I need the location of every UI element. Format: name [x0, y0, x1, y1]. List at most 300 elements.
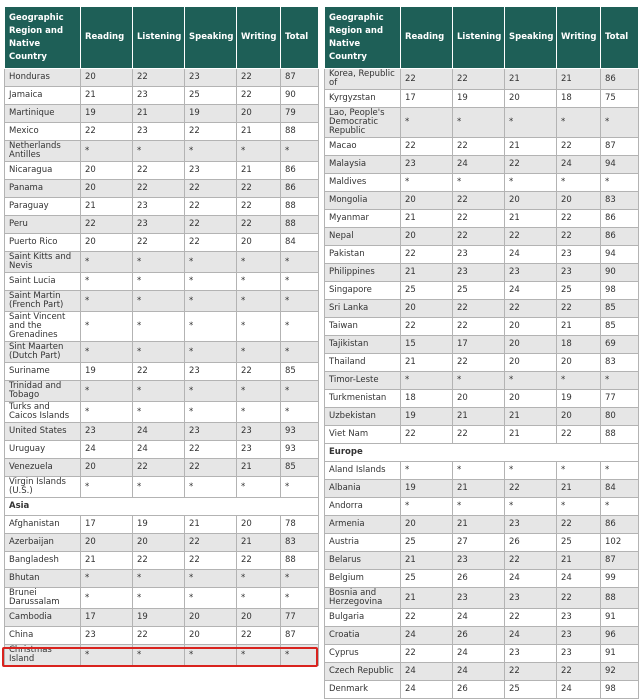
cell-writing: 21: [557, 69, 601, 90]
cell-speaking: 22: [505, 609, 557, 627]
cell-reading: 19: [81, 363, 133, 381]
table-row: [5, 141, 319, 162]
cell-speaking: 22: [185, 552, 237, 570]
cell-listening: 19: [133, 609, 185, 627]
cell-reading: 22: [81, 216, 133, 234]
cell-writing: *: [237, 312, 281, 342]
cell-writing: 22: [557, 663, 601, 681]
cell-writing: 20: [557, 192, 601, 210]
cell-country: Virgin Islands (U.S.): [5, 477, 81, 498]
cell-total: 91: [601, 645, 639, 663]
table-row: [325, 645, 639, 663]
cell-writing: *: [237, 645, 281, 666]
cell-writing: 20: [237, 516, 281, 534]
cell-writing: 20: [557, 354, 601, 372]
cell-listening: 24: [133, 423, 185, 441]
cell-speaking: 20: [505, 90, 557, 108]
cell-listening: 26: [453, 570, 505, 588]
cell-speaking: 23: [505, 588, 557, 609]
table-row: [325, 69, 639, 90]
cell-speaking: *: [505, 498, 557, 516]
cell-listening: 22: [453, 318, 505, 336]
cell-listening: 21: [453, 480, 505, 498]
cell-listening: *: [453, 108, 505, 138]
cell-total: 88: [601, 426, 639, 444]
cell-listening: 21: [453, 516, 505, 534]
table-row: [325, 390, 639, 408]
cell-speaking: 24: [505, 282, 557, 300]
cell-speaking: 21: [505, 210, 557, 228]
cell-writing: 22: [237, 180, 281, 198]
cell-speaking: 21: [505, 426, 557, 444]
cell-reading: *: [81, 588, 133, 609]
cell-writing: 23: [557, 264, 601, 282]
cell-writing: *: [557, 462, 601, 480]
cell-listening: 24: [453, 609, 505, 627]
cell-country: Saint Lucia: [5, 273, 81, 291]
cell-speaking: 22: [185, 459, 237, 477]
cell-country: Trinidad and Tobago: [5, 381, 81, 402]
cell-total: 99: [601, 570, 639, 588]
cell-writing: 22: [557, 516, 601, 534]
cell-speaking: 25: [185, 87, 237, 105]
cell-listening: *: [133, 273, 185, 291]
cell-writing: 20: [237, 105, 281, 123]
cell-speaking: 20: [505, 192, 557, 210]
cell-reading: 22: [401, 645, 453, 663]
cell-listening: *: [133, 645, 185, 666]
table-row: [5, 477, 319, 498]
header-speaking: Speaking: [185, 7, 237, 69]
table-row: [325, 570, 639, 588]
cell-reading: 22: [401, 138, 453, 156]
cell-reading: *: [81, 570, 133, 588]
cell-writing: 23: [557, 246, 601, 264]
cell-listening: 23: [133, 216, 185, 234]
cell-reading: 20: [401, 300, 453, 318]
cell-speaking: 19: [185, 105, 237, 123]
cell-writing: *: [237, 342, 281, 363]
cell-total: 86: [601, 516, 639, 534]
cell-total: 90: [281, 87, 319, 105]
cell-total: 87: [601, 552, 639, 570]
cell-reading: 25: [401, 282, 453, 300]
table-row: [325, 588, 639, 609]
section-row: [325, 444, 639, 462]
cell-speaking: *: [185, 381, 237, 402]
table-row: [5, 588, 319, 609]
cell-total: 86: [601, 210, 639, 228]
table-row: [5, 609, 319, 627]
cell-reading: *: [81, 645, 133, 666]
cell-total: *: [281, 477, 319, 498]
cell-listening: 22: [133, 552, 185, 570]
table-row: [325, 480, 639, 498]
header-region: Geographic Region and Native Country: [325, 7, 401, 69]
cell-speaking: *: [185, 402, 237, 423]
table-row: [5, 534, 319, 552]
cell-listening: 23: [133, 87, 185, 105]
cell-writing: 20: [237, 609, 281, 627]
cell-speaking: *: [185, 273, 237, 291]
cell-country: Aland Islands: [325, 462, 401, 480]
cell-reading: 15: [401, 336, 453, 354]
cell-writing: 23: [237, 441, 281, 459]
cell-speaking: *: [185, 252, 237, 273]
table-row: [5, 69, 319, 87]
cell-listening: 22: [133, 180, 185, 198]
table-row: [5, 402, 319, 423]
cell-writing: 22: [237, 69, 281, 87]
cell-writing: 24: [557, 570, 601, 588]
cell-listening: 23: [453, 552, 505, 570]
header-reading: Reading: [401, 7, 453, 69]
cell-country: Azerbaijan: [5, 534, 81, 552]
cell-total: *: [281, 570, 319, 588]
cell-speaking: 22: [185, 534, 237, 552]
cell-speaking: *: [185, 645, 237, 666]
cell-country: Uruguay: [5, 441, 81, 459]
cell-country: Macao: [325, 138, 401, 156]
cell-country: Croatia: [325, 627, 401, 645]
cell-writing: 22: [237, 552, 281, 570]
cell-speaking: *: [185, 291, 237, 312]
cell-reading: 21: [401, 354, 453, 372]
cell-total: *: [601, 174, 639, 192]
cell-reading: 20: [81, 162, 133, 180]
cell-total: 87: [601, 138, 639, 156]
table-row: [325, 354, 639, 372]
cell-speaking: 22: [505, 228, 557, 246]
cell-speaking: 22: [505, 300, 557, 318]
cell-listening: 24: [453, 156, 505, 174]
cell-total: 88: [601, 588, 639, 609]
cell-total: 75: [601, 90, 639, 108]
cell-listening: *: [133, 381, 185, 402]
header-writing: Writing: [237, 7, 281, 69]
cell-country: Puerto Rico: [5, 234, 81, 252]
cell-total: 87: [281, 627, 319, 645]
cell-listening: 26: [453, 681, 505, 699]
cell-listening: 23: [133, 198, 185, 216]
cell-writing: 21: [557, 552, 601, 570]
header-listening: Listening: [453, 7, 505, 69]
cell-total: 84: [601, 480, 639, 498]
cell-speaking: 22: [505, 480, 557, 498]
cell-total: *: [601, 462, 639, 480]
cell-total: *: [281, 312, 319, 342]
table-row: [325, 462, 639, 480]
cell-country: Czech Republic: [325, 663, 401, 681]
cell-country: Bulgaria: [325, 609, 401, 627]
cell-total: 86: [281, 162, 319, 180]
cell-total: *: [601, 108, 639, 138]
table-row: [5, 162, 319, 180]
cell-country: Christmas Island: [5, 645, 81, 666]
table-row: [5, 273, 319, 291]
cell-total: 85: [601, 300, 639, 318]
table-row: [325, 426, 639, 444]
table-row: [325, 408, 639, 426]
table-row: [5, 87, 319, 105]
cell-writing: 25: [557, 282, 601, 300]
cell-reading: 21: [81, 87, 133, 105]
cell-country: Netherlands Antilles: [5, 141, 81, 162]
cell-listening: 23: [453, 246, 505, 264]
cell-speaking: *: [185, 342, 237, 363]
cell-listening: *: [133, 252, 185, 273]
cell-listening: *: [133, 402, 185, 423]
cell-reading: 24: [401, 627, 453, 645]
cell-listening: *: [453, 372, 505, 390]
cell-speaking: 20: [505, 318, 557, 336]
table-row: [325, 372, 639, 390]
cell-writing: *: [557, 498, 601, 516]
cell-listening: 20: [453, 390, 505, 408]
cell-country: China: [5, 627, 81, 645]
cell-listening: 27: [453, 534, 505, 552]
cell-writing: 21: [557, 318, 601, 336]
cell-reading: 20: [81, 69, 133, 87]
right-table-body: [325, 69, 639, 699]
cell-writing: *: [237, 273, 281, 291]
cell-speaking: 22: [185, 180, 237, 198]
cell-country: Suriname: [5, 363, 81, 381]
cell-country: Saint Martin (French Part): [5, 291, 81, 312]
cell-speaking: 21: [505, 408, 557, 426]
cell-country: Lao, People's Democratic Republic: [325, 108, 401, 138]
cell-total: 88: [281, 216, 319, 234]
cell-reading: *: [81, 342, 133, 363]
table-row: [325, 534, 639, 552]
cell-speaking: 24: [505, 627, 557, 645]
cell-country: Panama: [5, 180, 81, 198]
cell-country: Nicaragua: [5, 162, 81, 180]
cell-writing: 18: [557, 336, 601, 354]
cell-total: 85: [281, 459, 319, 477]
cell-reading: 20: [81, 534, 133, 552]
table-row: [325, 282, 639, 300]
table-row: [5, 180, 319, 198]
cell-speaking: 22: [505, 156, 557, 174]
cell-speaking: 23: [185, 423, 237, 441]
cell-speaking: 23: [505, 516, 557, 534]
cell-speaking: *: [185, 141, 237, 162]
cell-listening: 22: [453, 228, 505, 246]
table-row: [325, 663, 639, 681]
cell-country: Denmark: [325, 681, 401, 699]
cell-listening: *: [133, 588, 185, 609]
cell-speaking: 24: [505, 246, 557, 264]
table-row: [325, 609, 639, 627]
cell-writing: *: [237, 291, 281, 312]
table-row: [325, 174, 639, 192]
table-row: [5, 570, 319, 588]
cell-total: 92: [601, 663, 639, 681]
cell-total: 98: [601, 681, 639, 699]
cell-total: 93: [281, 441, 319, 459]
cell-country: Martinique: [5, 105, 81, 123]
cell-country: Bhutan: [5, 570, 81, 588]
cell-country: Paraguay: [5, 198, 81, 216]
cell-country: Turks and Caicos Islands: [5, 402, 81, 423]
cell-speaking: 23: [185, 162, 237, 180]
cell-reading: 22: [401, 246, 453, 264]
table-row: [5, 105, 319, 123]
cell-writing: 20: [237, 234, 281, 252]
cell-reading: *: [401, 372, 453, 390]
table-row: [5, 312, 319, 342]
cell-reading: 23: [401, 156, 453, 174]
table-row: [325, 681, 639, 699]
cell-country: Mongolia: [325, 192, 401, 210]
cell-writing: *: [237, 477, 281, 498]
cell-total: *: [281, 252, 319, 273]
cell-speaking: 23: [185, 69, 237, 87]
cell-writing: *: [237, 402, 281, 423]
table-row: [5, 516, 319, 534]
cell-reading: *: [81, 291, 133, 312]
cell-reading: *: [81, 252, 133, 273]
cell-speaking: *: [505, 174, 557, 192]
cell-speaking: 20: [185, 627, 237, 645]
cell-speaking: 20: [505, 336, 557, 354]
cell-writing: 24: [557, 156, 601, 174]
cell-speaking: 22: [185, 234, 237, 252]
cell-writing: 22: [557, 588, 601, 609]
cell-speaking: 21: [185, 516, 237, 534]
cell-listening: 22: [133, 69, 185, 87]
cell-total: 69: [601, 336, 639, 354]
cell-total: *: [281, 381, 319, 402]
table-row: [5, 252, 319, 273]
cell-listening: 26: [453, 627, 505, 645]
cell-listening: 22: [453, 300, 505, 318]
cell-country: Taiwan: [325, 318, 401, 336]
cell-country: Timor-Leste: [325, 372, 401, 390]
cell-reading: 17: [81, 609, 133, 627]
table-row: [325, 246, 639, 264]
cell-total: *: [281, 342, 319, 363]
cell-reading: 17: [401, 90, 453, 108]
cell-total: 94: [601, 156, 639, 174]
cell-writing: 23: [237, 423, 281, 441]
cell-listening: 25: [453, 282, 505, 300]
cell-listening: 24: [453, 663, 505, 681]
cell-listening: *: [133, 342, 185, 363]
cell-reading: 22: [401, 69, 453, 90]
cell-speaking: *: [505, 372, 557, 390]
cell-writing: 21: [237, 162, 281, 180]
cell-total: 85: [601, 318, 639, 336]
cell-listening: 22: [453, 354, 505, 372]
cell-country: Tajikistan: [325, 336, 401, 354]
cell-reading: 21: [401, 264, 453, 282]
cell-listening: 22: [133, 234, 185, 252]
cell-reading: 24: [401, 681, 453, 699]
cell-country: Malaysia: [325, 156, 401, 174]
cell-reading: 18: [401, 390, 453, 408]
cell-total: 96: [601, 627, 639, 645]
cell-listening: 20: [133, 534, 185, 552]
cell-country: Pakistan: [325, 246, 401, 264]
cell-reading: 21: [401, 588, 453, 609]
cell-writing: 23: [557, 609, 601, 627]
table-row: [5, 423, 319, 441]
cell-country: Belarus: [325, 552, 401, 570]
right-score-table: [324, 6, 638, 699]
header-listening: Listening: [133, 7, 185, 69]
cell-writing: 21: [237, 459, 281, 477]
table-row: [325, 498, 639, 516]
cell-speaking: 24: [505, 570, 557, 588]
cell-total: 93: [281, 423, 319, 441]
left-header-row: [5, 7, 319, 69]
cell-speaking: *: [505, 462, 557, 480]
cell-writing: 22: [237, 87, 281, 105]
cell-total: *: [281, 141, 319, 162]
cell-speaking: 22: [185, 198, 237, 216]
cell-total: 83: [601, 192, 639, 210]
cell-total: 86: [601, 228, 639, 246]
cell-listening: *: [133, 570, 185, 588]
cell-total: 83: [281, 534, 319, 552]
table-row: [5, 342, 319, 363]
right-header-row: [325, 7, 639, 69]
cell-reading: 19: [81, 105, 133, 123]
cell-reading: 24: [81, 441, 133, 459]
cell-total: 78: [281, 516, 319, 534]
cell-reading: 20: [401, 228, 453, 246]
cell-reading: 22: [401, 426, 453, 444]
cell-listening: *: [133, 312, 185, 342]
cell-total: 80: [601, 408, 639, 426]
cell-speaking: 22: [185, 216, 237, 234]
cell-speaking: 21: [505, 138, 557, 156]
cell-country: Myanmar: [325, 210, 401, 228]
cell-speaking: *: [185, 477, 237, 498]
cell-country: Honduras: [5, 69, 81, 87]
left-table-body: [5, 69, 319, 666]
table-row: [325, 336, 639, 354]
cell-writing: 21: [557, 480, 601, 498]
cell-reading: 25: [401, 570, 453, 588]
cell-speaking: *: [185, 588, 237, 609]
cell-listening: 17: [453, 336, 505, 354]
cell-country: Belgium: [325, 570, 401, 588]
cell-listening: 22: [133, 162, 185, 180]
cell-country: Viet Nam: [325, 426, 401, 444]
cell-reading: 21: [81, 552, 133, 570]
table-row: [325, 264, 639, 282]
cell-reading: 25: [401, 534, 453, 552]
cell-country: Uzbekistan: [325, 408, 401, 426]
table-row: [5, 645, 319, 666]
table-row: [5, 552, 319, 570]
cell-writing: 22: [557, 138, 601, 156]
cell-country: Venezuela: [5, 459, 81, 477]
cell-country: Thailand: [325, 354, 401, 372]
table-row: [5, 363, 319, 381]
table-row: [325, 627, 639, 645]
cell-country: Sri Lanka: [325, 300, 401, 318]
cell-listening: 22: [133, 459, 185, 477]
header-total: Total: [281, 7, 319, 69]
cell-speaking: 21: [505, 69, 557, 90]
cell-country: Brunei Darussalam: [5, 588, 81, 609]
cell-country: Austria: [325, 534, 401, 552]
cell-listening: *: [133, 141, 185, 162]
